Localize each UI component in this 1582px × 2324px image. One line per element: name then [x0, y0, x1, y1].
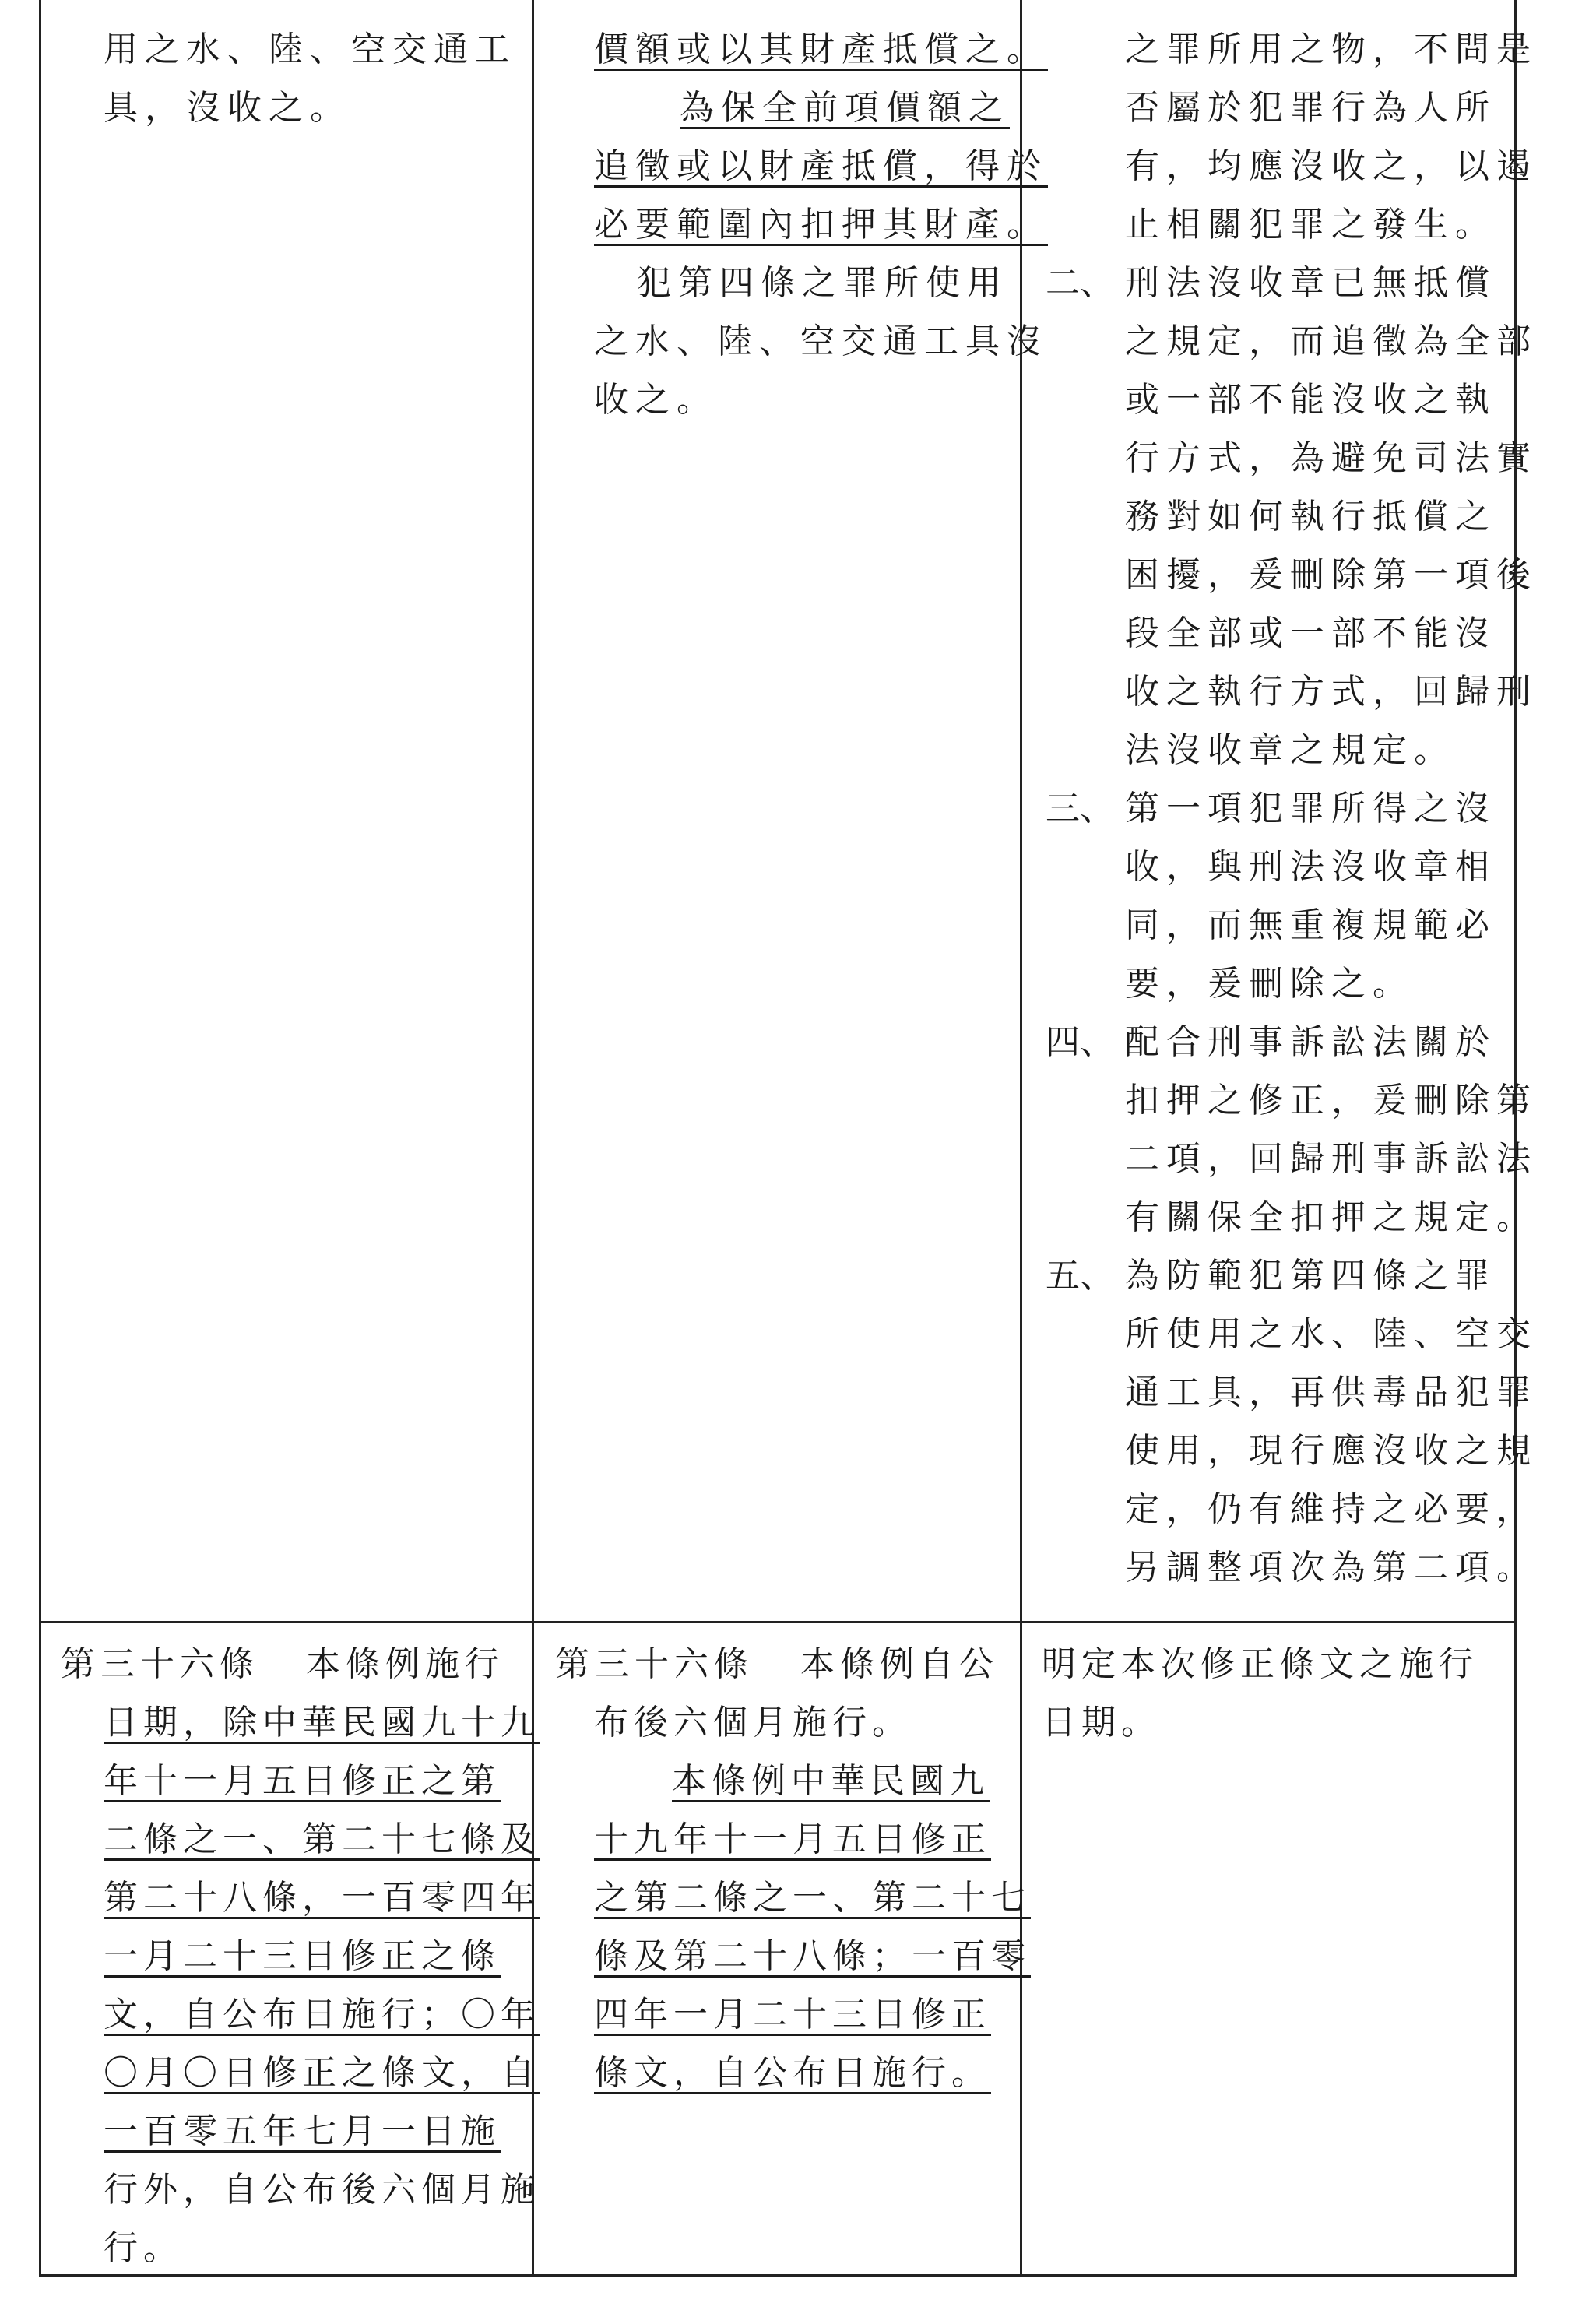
text-line: 要，爰刪除之。 — [1125, 964, 1414, 1004]
text-line: 段全部或一部不能沒 — [1125, 614, 1496, 653]
text-line: 同，而無重複規範必 — [1125, 905, 1496, 945]
text-line — [555, 1635, 1031, 1693]
text-line: 日期。 — [1042, 1703, 1161, 1742]
text-line: 另調整項次為第二項。 — [1125, 1548, 1538, 1587]
text-line: 所使用之水、陸、空交 — [1125, 1314, 1538, 1354]
explanation-item-5 — [1046, 1246, 1538, 1597]
text-line: 四年一月二十三日修正 — [594, 1995, 991, 2034]
text-line: 價額或以其財產抵償之。 — [594, 30, 1048, 69]
text-line: 收之。 — [594, 380, 718, 420]
text-line: 扣押之修正，爰刪除第 — [1125, 1081, 1538, 1120]
row1-current-text — [594, 20, 1048, 429]
text-line: 條及第二十八條；一百零 — [594, 1936, 1031, 1976]
explanation-item-3 — [1046, 779, 1538, 1013]
text-line — [1046, 1246, 1538, 1305]
text-line: 追徵或以財產抵償，得於 — [594, 146, 1048, 186]
text-line: 定，仍有維持之必要， — [1125, 1489, 1538, 1529]
text-line: 有，均應沒收之，以遏 — [1125, 146, 1538, 186]
text-line: 用之水、陸、空交通工 — [104, 30, 516, 69]
text-line: 收，與刑法沒收章相 — [1125, 847, 1496, 887]
explanation-item-2 — [1046, 254, 1538, 779]
text-line: 布後六個月施行。 — [594, 1703, 912, 1742]
item-number: 二、 — [1046, 263, 1114, 303]
article-number: 第三十六條 — [61, 1644, 259, 1684]
item-number: 三、 — [1046, 789, 1114, 828]
text-line: 條文，自公布日施行。 — [594, 2053, 991, 2093]
text-line: 為保全前項價額之 — [680, 88, 1010, 128]
text-line: 二條之一、第二十七條及 — [104, 1819, 540, 1859]
text-line: 犯第四條之罪所使用 — [637, 263, 1008, 303]
item-number: 五、 — [1046, 1256, 1114, 1296]
text-line: 止相關犯罪之發生。 — [1125, 205, 1496, 244]
text-line: 行。 — [104, 2228, 183, 2268]
text-line — [61, 1635, 540, 1693]
item-text: 刑法沒收章已無抵償 — [1125, 263, 1496, 303]
text-line — [1046, 254, 1538, 312]
text-line: 有關保全扣押之規定。 — [1125, 1197, 1538, 1237]
row1-explanation — [1046, 20, 1538, 1597]
text-line: 必要範圍內扣押其財產。 — [594, 205, 1048, 244]
text-line: 或一部不能沒收之執 — [1125, 380, 1496, 420]
row1-amended-text — [104, 20, 516, 137]
text-line: 〇月〇日修正之條文，自 — [104, 2053, 540, 2093]
text-line: 務對如何執行抵償之 — [1125, 497, 1496, 536]
text-line — [1046, 1013, 1538, 1071]
text-line: 收之執行方式，回歸刑 — [1125, 672, 1538, 712]
text-line: 日期，除中華民國九十九 — [104, 1703, 540, 1742]
text-line: 行方式，為避免司法實 — [1125, 438, 1538, 478]
text-line: 困擾，爰刪除第一項後 — [1125, 555, 1538, 595]
text-line: 本條例中華民國九 — [672, 1761, 990, 1801]
text-line: 之第二條之一、第二十七 — [594, 1878, 1031, 1918]
comparison-table — [39, 0, 1538, 2277]
text-line: 一月二十三日修正之條 — [104, 1936, 501, 1976]
article-text: 本條例自公 — [800, 1644, 999, 1684]
article-body — [61, 1693, 540, 2277]
text-line: 二項，回歸刑事訴訟法 — [1125, 1139, 1538, 1179]
text-line: 否屬於犯罪行為人所 — [1125, 88, 1496, 128]
text-line: 第二十八條，一百零四年 — [104, 1878, 540, 1918]
text-line: 明定本次修正條文之施行 — [1042, 1644, 1478, 1684]
item-text: 為防範犯第四條之罪 — [1125, 1256, 1496, 1296]
text-line — [1046, 779, 1538, 838]
row2-amended-text — [61, 1635, 540, 2277]
text-line: 之規定，而追徵為全部 — [1125, 322, 1538, 361]
text-line: 之罪所用之物，不問是 — [1125, 30, 1538, 69]
item-number: 四、 — [1046, 1022, 1114, 1062]
item-text: 第一項犯罪所得之沒 — [1125, 789, 1496, 828]
text-line: 通工具，再供毒品犯罪 — [1125, 1373, 1538, 1412]
row2-explanation — [1042, 1635, 1478, 1752]
text-line: 年十一月五日修正之第 — [104, 1761, 501, 1801]
text-line: 十九年十一月五日修正 — [594, 1819, 991, 1859]
text-line: 文，自公布日施行；〇年 — [104, 1995, 540, 2034]
text-line: 行外，自公布後六個月施 — [104, 2170, 540, 2210]
text-line: 具，沒收之。 — [104, 88, 351, 128]
text-line: 之水、陸、空交通工具沒 — [594, 322, 1048, 361]
row-divider — [41, 1621, 1514, 1623]
text-line: 一百零五年七月一日施 — [104, 2111, 501, 2151]
text-line: 法沒收章之規定。 — [1125, 730, 1455, 770]
row2-current-text — [555, 1635, 1031, 2102]
explanation-item-4 — [1046, 1013, 1538, 1246]
article-text: 本條例施行 — [306, 1644, 504, 1684]
text-line: 使用，現行應沒收之規 — [1125, 1431, 1538, 1471]
article-body — [555, 1693, 1031, 2102]
article-number: 第三十六條 — [555, 1644, 754, 1684]
item-text: 配合刑事訴訟法關於 — [1125, 1022, 1496, 1062]
